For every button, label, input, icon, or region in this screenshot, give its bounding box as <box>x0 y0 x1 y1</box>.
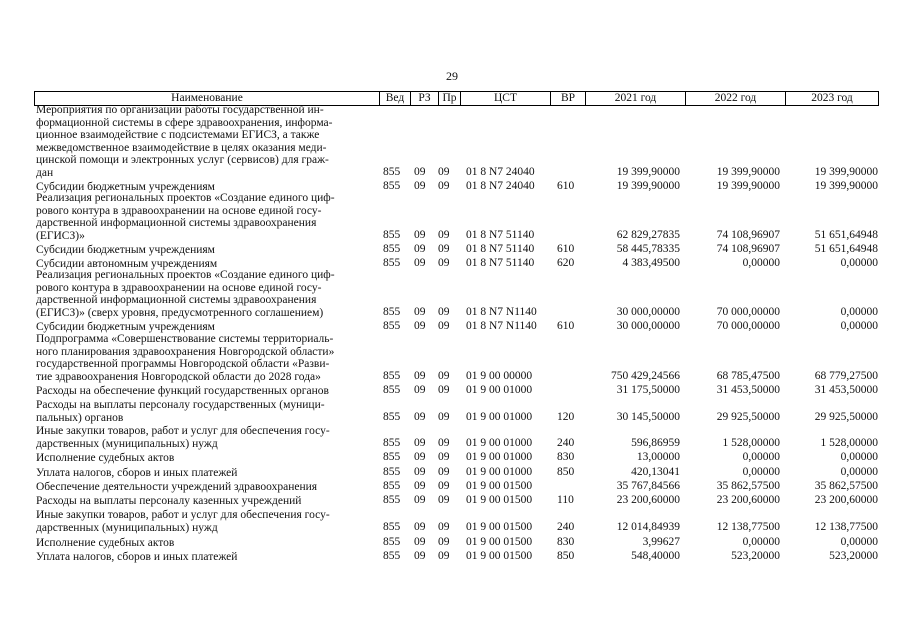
row-2023: 523,20000 <box>829 550 878 562</box>
row-2022: 19 399,90000 <box>716 180 780 192</box>
header-vr: ВР <box>550 92 585 105</box>
row-2022: 70 000,00000 <box>716 320 780 332</box>
row-2023: 0,00000 <box>840 451 878 463</box>
row-vr: 110 <box>557 494 574 506</box>
header-rz: РЗ <box>410 92 438 105</box>
row-2023: 23 200,60000 <box>814 494 878 506</box>
row-cst: 01 9 00 01500 <box>466 521 533 533</box>
row-2022: 19 399,90000 <box>716 166 780 178</box>
row-rz: 09 <box>414 370 426 382</box>
row-vr: 240 <box>557 521 575 533</box>
row-2022: 70 000,00000 <box>716 306 780 318</box>
row-pr: 09 <box>438 306 450 318</box>
row-vr: 830 <box>557 451 575 463</box>
row-ved: 855 <box>383 550 401 562</box>
row-ved: 855 <box>383 411 401 423</box>
row-rz: 09 <box>414 384 426 396</box>
table-row <box>0 321 904 334</box>
row-2022: 68 785,47500 <box>716 370 780 382</box>
row-pr: 09 <box>438 243 450 255</box>
row-rz: 09 <box>414 536 426 548</box>
row-2023: 31 453,50000 <box>814 384 878 396</box>
row-pr: 09 <box>438 480 450 492</box>
header-2022: 2022 год <box>685 92 785 105</box>
row-name: Иные закупки товаров, работ и услуг для обеспечения госу- дарственных (муниципальных) нужд <box>36 425 330 450</box>
row-name: Субсидии бюджетным учреждениям <box>36 320 215 333</box>
row-2022: 523,20000 <box>731 550 780 562</box>
table-row <box>0 537 904 550</box>
row-2022: 35 862,57500 <box>716 480 780 492</box>
table-row <box>0 104 904 179</box>
row-rz: 09 <box>414 480 426 492</box>
row-pr: 09 <box>438 257 450 269</box>
table-row <box>0 399 904 424</box>
row-ved: 855 <box>383 257 401 269</box>
row-rz: 09 <box>414 180 426 192</box>
table-row <box>0 481 904 494</box>
row-2023: 68 779,27500 <box>814 370 878 382</box>
row-rz: 09 <box>414 494 426 506</box>
row-vr: 830 <box>557 536 575 548</box>
row-pr: 09 <box>438 320 450 332</box>
row-cst: 01 8 N7 24040 <box>466 166 535 178</box>
row-pr: 09 <box>438 384 450 396</box>
row-rz: 09 <box>414 257 426 269</box>
row-2022: 0,00000 <box>742 257 780 269</box>
row-name: Расходы на выплаты персоналу государственных (муници- пальных) органов <box>36 399 325 424</box>
table-row <box>0 244 904 257</box>
row-name: Расходы на обеспечение функций государственных органов <box>36 384 329 397</box>
row-2023: 0,00000 <box>840 466 878 478</box>
row-2021: 30 145,50000 <box>616 411 680 423</box>
header-pr: Пр <box>438 92 460 105</box>
row-2021: 13,00000 <box>636 451 680 463</box>
row-pr: 09 <box>438 229 450 241</box>
row-rz: 09 <box>414 550 426 562</box>
row-2022: 0,00000 <box>742 451 780 463</box>
row-name: Реализация региональных проектов «Создание единого циф- рового контура в здравоохранении на основе единой госу- дарственной информационной системы здравоохранения (ЕГИСЗ)» <box>36 192 335 242</box>
row-2022: 29 925,50000 <box>716 411 780 423</box>
row-2021: 30 000,00000 <box>616 320 680 332</box>
row-ved: 855 <box>383 166 401 178</box>
row-2021: 58 445,78335 <box>616 243 680 255</box>
row-2022: 1 528,00000 <box>722 437 780 449</box>
table-row <box>0 495 904 508</box>
row-cst: 01 9 00 01500 <box>466 550 533 562</box>
row-2023: 1 528,00000 <box>820 437 878 449</box>
row-2021: 35 767,84566 <box>616 480 680 492</box>
row-cst: 01 9 00 01000 <box>466 384 533 396</box>
row-cst: 01 9 00 00000 <box>466 370 533 382</box>
table-row <box>0 509 904 534</box>
row-2021: 62 829,27835 <box>616 229 680 241</box>
row-ved: 855 <box>383 480 401 492</box>
row-2023: 29 925,50000 <box>814 411 878 423</box>
row-2023: 51 651,64948 <box>814 229 878 241</box>
row-2021: 3,99627 <box>642 536 680 548</box>
row-ved: 855 <box>383 437 401 449</box>
row-cst: 01 9 00 01500 <box>466 536 533 548</box>
row-ved: 855 <box>383 306 401 318</box>
row-name: Уплата налогов, сборов и иных платежей <box>36 550 238 563</box>
row-pr: 09 <box>438 466 450 478</box>
table-row <box>0 551 904 564</box>
row-vr: 850 <box>557 550 575 562</box>
row-2022: 74 108,96907 <box>716 243 780 255</box>
row-rz: 09 <box>414 466 426 478</box>
header-name: Наименование <box>171 92 243 104</box>
row-ved: 855 <box>383 229 401 241</box>
row-cst: 01 8 N7 N1140 <box>466 320 537 332</box>
row-2022: 31 453,50000 <box>716 384 780 396</box>
row-cst: 01 8 N7 24040 <box>466 180 535 192</box>
row-2023: 19 399,90000 <box>814 166 878 178</box>
header-ved: Вед <box>379 92 410 105</box>
row-rz: 09 <box>414 451 426 463</box>
row-2021: 19 399,90000 <box>616 166 680 178</box>
row-2022: 0,00000 <box>742 536 780 548</box>
row-2021: 4 383,49500 <box>622 257 680 269</box>
row-cst: 01 9 00 01000 <box>466 411 533 423</box>
row-2023: 19 399,90000 <box>814 180 878 192</box>
row-name: Реализация региональных проектов «Создание единого циф- рового контура в здравоохранении на основе единой госу- дарственной информационной системы здравоохранения (ЕГИСЗ)» (сверх уровня, предусмотренного соглашением) <box>36 269 335 319</box>
table-row <box>0 452 904 465</box>
row-2022: 74 108,96907 <box>716 229 780 241</box>
row-rz: 09 <box>414 320 426 332</box>
row-pr: 09 <box>438 370 450 382</box>
row-name: Субсидии бюджетным учреждениям <box>36 180 215 193</box>
row-2022: 0,00000 <box>742 466 780 478</box>
row-name: Исполнение судебных актов <box>36 536 175 549</box>
row-name: Уплата налогов, сборов и иных платежей <box>36 466 238 479</box>
row-name: Исполнение судебных актов <box>36 451 175 464</box>
header-cst: ЦСТ <box>460 92 550 105</box>
row-vr: 120 <box>557 411 575 423</box>
row-vr: 240 <box>557 437 575 449</box>
row-vr: 620 <box>557 257 575 269</box>
row-2023: 35 862,57500 <box>814 480 878 492</box>
row-cst: 01 9 00 01500 <box>466 480 533 492</box>
row-rz: 09 <box>414 411 426 423</box>
row-pr: 09 <box>438 494 450 506</box>
row-name: Обеспечение деятельности учреждений здравоохранения <box>36 480 318 493</box>
page-number: 29 <box>446 69 458 83</box>
row-ved: 855 <box>383 451 401 463</box>
row-pr: 09 <box>438 166 450 178</box>
row-name: Субсидии бюджетным учреждениям <box>36 243 215 256</box>
table-row <box>0 192 904 242</box>
row-2021: 596,86959 <box>631 437 680 449</box>
row-ved: 855 <box>383 521 401 533</box>
row-2023: 12 138,77500 <box>814 521 878 533</box>
row-2021: 30 000,00000 <box>616 306 680 318</box>
row-2021: 23 200,60000 <box>616 494 680 506</box>
row-cst: 01 9 00 01000 <box>466 466 533 478</box>
table-row <box>0 269 904 319</box>
row-cst: 01 9 00 01000 <box>466 437 533 449</box>
header-2021: 2021 год <box>585 92 685 105</box>
table-row <box>0 333 904 383</box>
row-rz: 09 <box>414 243 426 255</box>
row-vr: 610 <box>557 243 575 255</box>
row-rz: 09 <box>414 521 426 533</box>
row-2023: 0,00000 <box>840 320 878 332</box>
row-2021: 420,13041 <box>631 466 680 478</box>
row-ved: 855 <box>383 466 401 478</box>
table-row <box>0 385 904 398</box>
row-2021: 19 399,90000 <box>616 180 680 192</box>
row-pr: 09 <box>438 536 450 548</box>
row-2021: 750 429,24566 <box>611 370 680 382</box>
header-2023: 2023 год <box>785 92 878 105</box>
row-ved: 855 <box>383 243 401 255</box>
row-cst: 01 8 N7 N1140 <box>466 306 537 318</box>
row-name: Иные закупки товаров, работ и услуг для обеспечения госу- дарственных (муниципальных) нужд <box>36 509 330 534</box>
row-ved: 855 <box>383 384 401 396</box>
row-pr: 09 <box>438 451 450 463</box>
row-2023: 0,00000 <box>840 306 878 318</box>
table-row <box>0 467 904 480</box>
row-pr: 09 <box>438 411 450 423</box>
row-2022: 23 200,60000 <box>716 494 780 506</box>
row-pr: 09 <box>438 550 450 562</box>
row-2023: 51 651,64948 <box>814 243 878 255</box>
row-ved: 855 <box>383 370 401 382</box>
row-cst: 01 9 00 01500 <box>466 494 533 506</box>
row-cst: 01 8 N7 51140 <box>466 229 535 241</box>
row-pr: 09 <box>438 521 450 533</box>
row-name: Мероприятия по организации работы государственной ин- формационной системы в сфере здравоохранения, информа- ционное взаимодействие с подсистемами ЕГИСЗ, а также межведомственное взаимодействие в целях оказания меди- цинской помощи и электронных услуг (сервисов) для граж- дан <box>36 104 333 179</box>
row-ved: 855 <box>383 536 401 548</box>
row-name: Субсидии автономным учреждениям <box>36 257 218 270</box>
row-rz: 09 <box>414 437 426 449</box>
row-2021: 548,40000 <box>631 550 680 562</box>
row-ved: 855 <box>383 320 401 332</box>
row-2022: 12 138,77500 <box>716 521 780 533</box>
row-2023: 0,00000 <box>840 536 878 548</box>
row-cst: 01 9 00 01000 <box>466 451 533 463</box>
row-2023: 0,00000 <box>840 257 878 269</box>
row-cst: 01 8 N7 51140 <box>466 243 535 255</box>
row-pr: 09 <box>438 180 450 192</box>
row-name: Подпрограмма «Совершенствование системы территориаль- ного планирования здравоохранения Новгородской области» государственной программы Новгородской области «Разви- тие здравоохранения Новгородской области до 2028 года» <box>36 333 335 383</box>
row-ved: 855 <box>383 494 401 506</box>
row-name: Расходы на выплаты персоналу казенных учреждений <box>36 494 302 507</box>
row-vr: 610 <box>557 320 575 332</box>
row-vr: 850 <box>557 466 575 478</box>
table-row <box>0 425 904 450</box>
row-pr: 09 <box>438 437 450 449</box>
row-2021: 31 175,50000 <box>616 384 680 396</box>
row-vr: 610 <box>557 180 575 192</box>
row-2021: 12 014,84939 <box>616 521 680 533</box>
row-ved: 855 <box>383 180 401 192</box>
row-rz: 09 <box>414 306 426 318</box>
row-rz: 09 <box>414 229 426 241</box>
row-rz: 09 <box>414 166 426 178</box>
row-cst: 01 8 N7 51140 <box>466 257 535 269</box>
